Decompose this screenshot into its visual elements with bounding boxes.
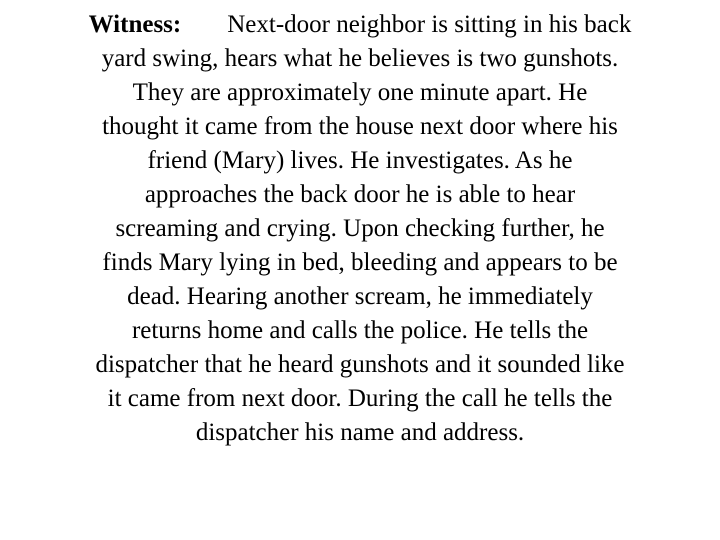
statement-line-10: returns home and calls the police. He tells the xyxy=(131,317,589,344)
witness-statement xyxy=(52,8,668,450)
statement-line-2: yard swing, hears what he believes is two gunshots. xyxy=(101,45,619,72)
statement-line-12: it came from next door. During the call he tells the xyxy=(107,385,613,412)
statement-line-13: dispatcher his name and address. xyxy=(195,419,525,446)
statement-line-9: dead. Hearing another scream, he immediately xyxy=(127,283,593,310)
statement-line-3: They are approximately one minute apart. He xyxy=(132,79,588,106)
statement-line-8: finds Mary lying in bed, bleeding and appears to be xyxy=(102,249,618,276)
statement-line-11: dispatcher that he heard gunshots and it sounded like xyxy=(95,351,625,378)
statement-line-4: thought it came from the house next door where his xyxy=(102,113,618,140)
statement-first-line-text: Next-door neighbor is sitting in his back xyxy=(227,11,632,38)
statement-line-5: friend (Mary) lives. He investigates. As he xyxy=(147,147,573,174)
statement-line-6: approaches the back door he is able to hear xyxy=(144,181,576,208)
statement-line-1 xyxy=(52,8,668,42)
witness-label: Witness: xyxy=(88,11,182,38)
statement-line-7: screaming and crying. Upon checking further, he xyxy=(115,215,605,242)
